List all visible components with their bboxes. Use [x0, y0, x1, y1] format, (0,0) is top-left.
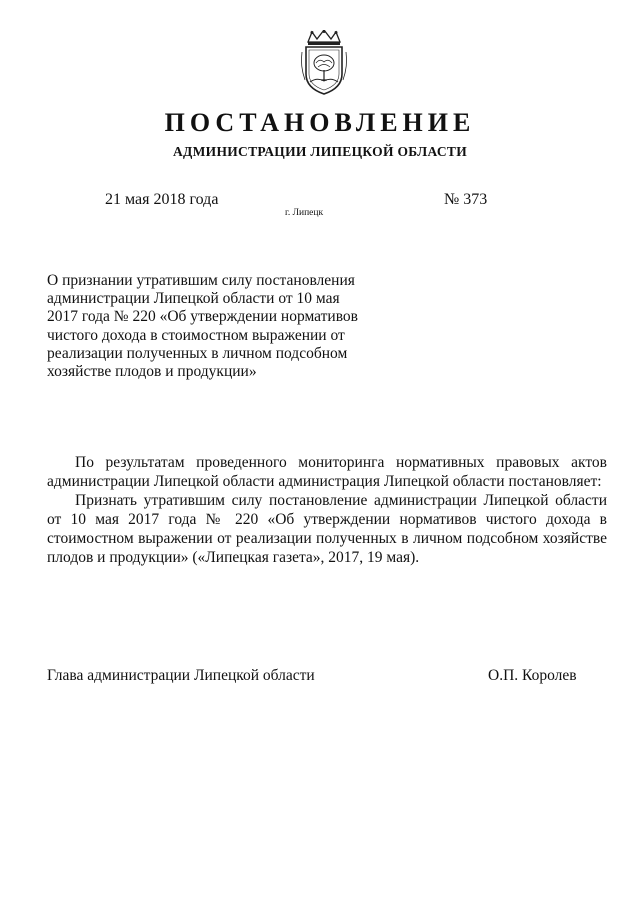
signer-name: О.П. Королев	[488, 667, 577, 684]
document-subject	[47, 272, 367, 381]
document-body	[47, 453, 607, 567]
subject-line: администрации Липецкой области от 10 мая	[47, 290, 340, 308]
subject-line: хозяйстве плодов и продукции»	[47, 363, 257, 381]
document-number: № 373	[444, 191, 488, 208]
document-date: 21 мая 2018 года	[105, 191, 219, 208]
subject-line: О признании утратившим силу постановления	[47, 272, 355, 289]
subject-line: чистого дохода в стоимостном выражении от	[47, 326, 345, 344]
body-paragraph: Признать утратившим силу постановление администрации Липецкой области от 10 мая 2017 года № 220 «Об утверждении нормативов чистого дохода в стоимостном выражении от реализации полученных в личном подсобном хозяйстве плодов и продукции» («Липецкая газета», 2017, 19 мая).	[47, 492, 607, 566]
body-paragraph: По результатам проведенного мониторинга нормативных правовых актов администрации Липецкой области администрация Липецкой области постановляет:	[47, 454, 607, 490]
issuing-organization: АДМИНИСТРАЦИИ ЛИПЕЦКОЙ ОБЛАСТИ	[172, 144, 468, 159]
lipetsk-coat-of-arms-icon	[298, 30, 350, 96]
subject-line: реализации полученных в личном подсобном	[47, 344, 348, 362]
signer-position: Глава администрации Липецкой области	[47, 667, 315, 684]
subject-line: 2017 года № 220 «Об утверждении нормативов	[47, 308, 358, 326]
document-title: ПОСТАНОВЛЕНИЕ	[164, 108, 476, 137]
document-city: г. Липецк	[285, 208, 324, 218]
